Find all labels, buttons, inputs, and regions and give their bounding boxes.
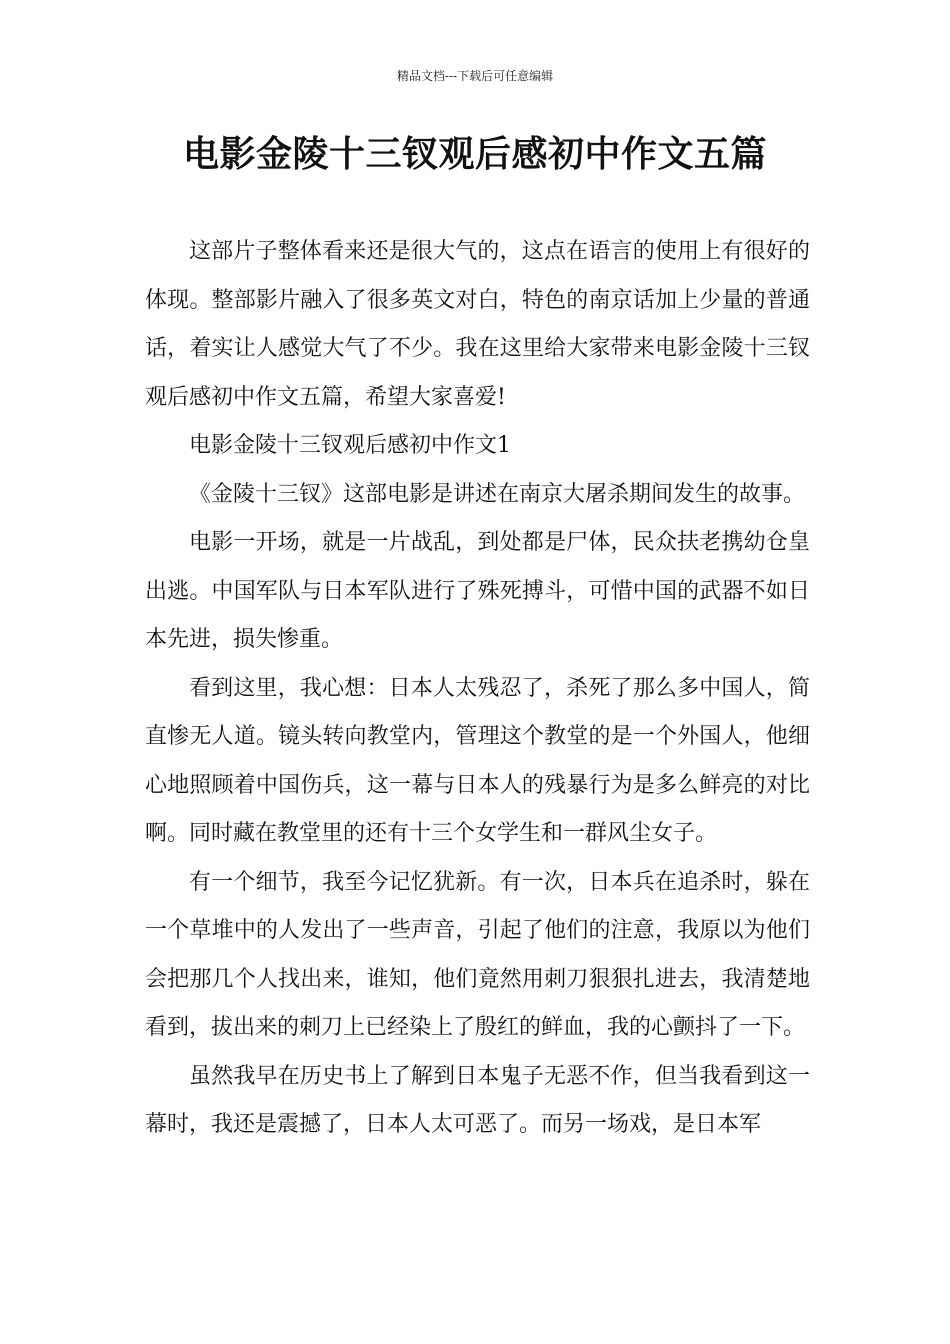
body-paragraph: 有一个细节，我至今记忆犹新。有一次，日本兵在追杀时，躲在一个草堆中的人发出了一些声音，引起了他们的注意，我原以为他们会把那几个人找出来，谁知，他们竟然用刺刀狠狠扎进去，我清楚地看到，拔出来的刺刀上已经染上了殷红的鲜血，我的心颤抖了一下。 [145,869,810,1040]
header-note: 精品文档---下载后可任意编辑 [396,69,554,83]
document-body [145,228,810,1150]
intro-paragraph: 这部片子整体看来还是很大气的，这点在语言的使用上有很好的体现。整部影片融入了很多英文对白，特色的南京话加上少量的普通话，着实让人感觉大气了不少。我在这里给大家带来电影金陵十三钗观后感初中作文五篇，希望大家喜爱! [145,239,810,410]
document-title: 电影金陵十三钗观后感初中作文五篇 [182,133,767,175]
body-paragraph: 看到这里，我心想：日本人太残忍了，杀死了那么多中国人，简直惨无人道。镜头转向教堂内，管理这个教堂的是一个外国人，他细心地照顾着中国伤兵，这一幕与日本人的残暴行为是多么鲜亮的对比啊。同时藏在教堂里的还有十三个女学生和一群风尘女子。 [145,675,810,846]
section-heading: 电影金陵十三钗观后感初中作文1 [189,433,511,458]
body-paragraph: 虽然我早在历史书上了解到日本鬼子无恶不作，但当我看到这一幕时，我还是震撼了，日本人太可恶了。而另一场戏，是日本军 [145,1063,810,1137]
body-paragraph: 电影一开场，就是一片战乱，到处都是尸体，民众扶老携幼仓皇出逃。中国军队与日本军队进行了殊死搏斗，可惜中国的武器不如日本先进，损失惨重。 [145,530,810,652]
body-paragraph: 《金陵十三钗》这部电影是讲述在南京大屠杀期间发生的故事。 [189,481,806,507]
